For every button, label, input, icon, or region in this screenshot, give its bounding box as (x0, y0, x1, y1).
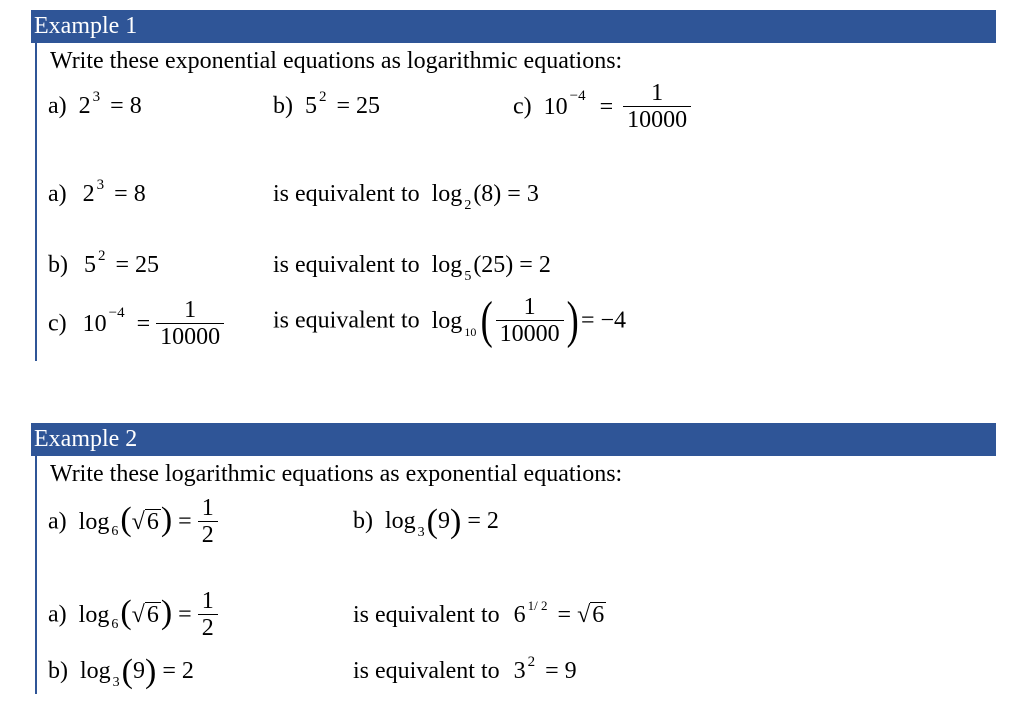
log: log (385, 508, 416, 534)
fraction (198, 495, 218, 548)
log-base: 3 (417, 525, 425, 540)
log: log (80, 658, 111, 684)
ex1-answer-c-lhs (48, 297, 224, 350)
label: c) (513, 93, 532, 120)
right-paren-icon: ) (160, 500, 173, 538)
right-paren-icon: ) (566, 291, 579, 349)
denominator: 10000 (156, 323, 224, 350)
square-root (132, 601, 161, 629)
numerator: 1 (651, 80, 664, 106)
base: 2 (78, 93, 91, 119)
radical-icon: √ (131, 601, 145, 628)
denominator: 10000 (623, 106, 691, 133)
log-base: 5 (464, 269, 472, 284)
left-paren-icon: ( (121, 653, 133, 691)
exponent: 1/ 2 (527, 598, 548, 613)
rhs: = 2 (162, 658, 194, 684)
base: 5 (84, 252, 96, 278)
log-base: 6 (111, 617, 119, 633)
log: log (78, 508, 110, 535)
numerator: 1 (184, 297, 197, 323)
rhs: = 9 (545, 658, 577, 684)
ex1-answer-b-lhs (48, 248, 160, 282)
example-2-header: Example 2 (31, 423, 996, 456)
example-2-left-rule (35, 456, 37, 694)
ex2-question-b (353, 503, 499, 541)
result: = 3 (507, 181, 539, 207)
ex1-answer-b-rhs (273, 251, 551, 283)
example-1-instruction: Write these exponential equations as logarithmic equations: (50, 48, 623, 74)
base: 6 (513, 602, 526, 628)
phrase: is equivalent to (273, 181, 420, 207)
ex2-answer-a-lhs (48, 588, 218, 641)
numerator: 1 (201, 588, 214, 614)
left-paren-icon: ( (426, 503, 438, 541)
right-paren-icon: ) (145, 653, 157, 691)
left-paren-icon: ( (120, 500, 132, 538)
denominator: 2 (198, 614, 218, 641)
ex1-question-b (273, 89, 381, 123)
exponent: 3 (92, 89, 101, 105)
exponent: 3 (96, 177, 105, 193)
rhs: = 25 (336, 93, 381, 119)
exponent: 2 (319, 89, 327, 105)
label: a) (48, 508, 67, 535)
label: a) (48, 181, 67, 207)
log: log (431, 181, 463, 207)
log-base: 10 (464, 325, 477, 340)
rhs: = 8 (110, 93, 142, 119)
label: b) (48, 658, 68, 684)
equals: = (178, 508, 192, 535)
label: b) (353, 508, 373, 534)
log-base: 3 (112, 675, 120, 690)
label: b) (48, 252, 68, 278)
argument: 9 (133, 658, 145, 684)
base: 10 (82, 310, 107, 337)
result: = 2 (519, 252, 551, 278)
denominator: 10000 (496, 320, 564, 347)
radical-icon: √ (131, 508, 145, 535)
base: 3 (513, 658, 526, 684)
log: log (431, 307, 463, 334)
rhs: = 2 (467, 508, 499, 534)
radicand: 6 (146, 508, 159, 535)
fraction (156, 297, 224, 350)
ex2-answer-b-rhs (353, 654, 577, 688)
example-1-header: Example 1 (31, 10, 996, 43)
exponent: −4 (108, 305, 125, 322)
log: log (431, 252, 463, 278)
radical-icon: √ (577, 602, 591, 628)
right-paren-icon: ) (450, 503, 462, 541)
left-paren-icon: ( (480, 291, 494, 349)
equals: = (178, 601, 192, 628)
label: b) (273, 93, 293, 119)
square-root (132, 508, 161, 536)
result: = −4 (580, 307, 627, 334)
rhs: = 8 (114, 181, 146, 207)
rhs: = 25 (115, 252, 160, 278)
fraction (496, 294, 564, 347)
phrase: is equivalent to (353, 658, 500, 684)
label: c) (48, 310, 67, 337)
phrase: is equivalent to (353, 602, 500, 628)
exponent: 2 (527, 654, 536, 670)
fraction (198, 588, 218, 641)
ex2-question-a (48, 495, 218, 548)
ex1-answer-a-lhs (48, 177, 146, 211)
ex1-question-a (48, 89, 142, 123)
label: a) (48, 93, 67, 119)
square-root (577, 601, 606, 629)
equals: = (136, 310, 151, 337)
example-1-left-rule (35, 43, 37, 361)
right-paren-icon: ) (160, 593, 173, 631)
label: a) (48, 601, 67, 628)
ex1-answer-c-rhs (273, 291, 627, 349)
exponent: 2 (98, 248, 106, 264)
denominator: 2 (198, 521, 218, 548)
example-2-instruction: Write these logarithmic equations as exponential equations: (50, 461, 623, 487)
argument: 9 (438, 508, 450, 534)
log: log (78, 601, 110, 628)
equals: = (599, 93, 614, 120)
phrase: is equivalent to (273, 252, 420, 278)
base: 10 (543, 93, 568, 120)
radicand: 6 (592, 602, 605, 628)
ex2-answer-a-rhs (353, 598, 606, 632)
base: 5 (305, 93, 317, 119)
argument: (25) (473, 252, 514, 278)
numerator: 1 (523, 294, 536, 320)
phrase: is equivalent to (273, 307, 420, 334)
ex1-question-c (513, 80, 691, 133)
ex2-answer-b-lhs (48, 653, 194, 691)
log-base: 2 (464, 198, 472, 213)
radicand: 6 (146, 601, 159, 628)
numerator: 1 (201, 495, 214, 521)
fraction (623, 80, 691, 133)
argument: (8) (473, 181, 502, 207)
equals: = (557, 602, 572, 628)
base: 2 (82, 181, 95, 207)
ex1-answer-a-rhs (273, 180, 539, 212)
left-paren-icon: ( (120, 593, 132, 631)
log-base: 6 (111, 524, 119, 540)
exponent: −4 (569, 88, 586, 105)
